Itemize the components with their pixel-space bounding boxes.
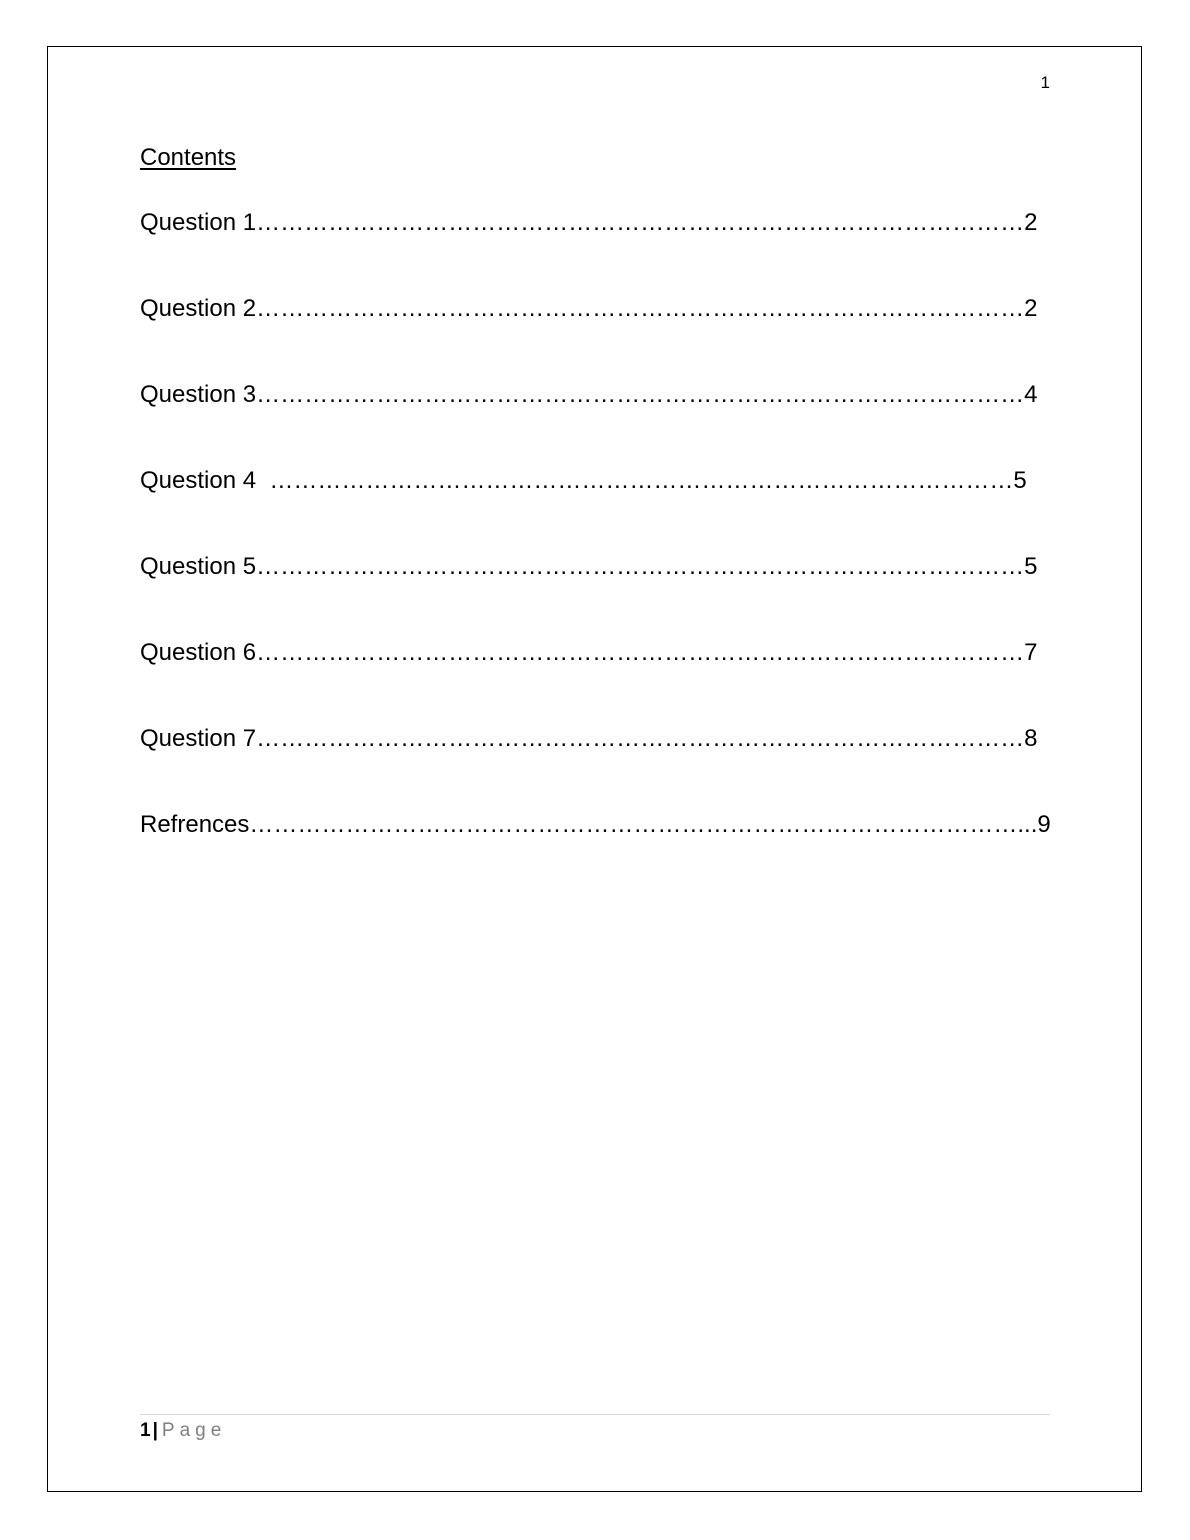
toc-entry-page: 5	[1024, 553, 1038, 580]
toc-entry-question-5[interactable]	[140, 552, 1051, 582]
toc-entry-label: Question 4	[140, 467, 257, 494]
footer-divider	[140, 1414, 1050, 1415]
toc-entry-page: 2	[1024, 209, 1038, 236]
toc-entry-page: 2	[1024, 295, 1038, 322]
page-footer	[140, 1419, 226, 1443]
toc-entry-references[interactable]	[140, 810, 1051, 840]
toc-entry-label: Question 2	[140, 295, 257, 322]
toc-entry-question-2[interactable]	[140, 294, 1051, 324]
toc-entry-leader: ……………………………………………………………………………………	[256, 295, 1025, 322]
toc-entry-question-3[interactable]	[140, 380, 1051, 410]
footer-separator: |	[152, 1420, 158, 1441]
footer-page-label: Page	[161, 1420, 227, 1441]
toc-entry-leader: ……………………………………………………………………………………	[256, 639, 1025, 666]
toc-entry-leader: ……………………………………………………………………………………	[256, 209, 1025, 236]
toc-entry-page: 8	[1024, 725, 1038, 752]
toc-entry-label: Question 6	[140, 639, 257, 666]
toc-entry-question-1[interactable]	[140, 208, 1051, 238]
toc-entry-leader: ……………………………………………………………………………………	[256, 725, 1025, 752]
toc-entry-label: Question 7	[140, 725, 257, 752]
toc-entry-leader: …………………………………………………………………………………	[256, 467, 1014, 494]
header-page-number: 1	[1040, 73, 1050, 92]
toc-entry-label: Question 5	[140, 553, 257, 580]
toc-title: Contents	[140, 144, 237, 171]
toc-entry-question-4[interactable]	[140, 466, 1051, 496]
toc-entry-page: 7	[1024, 639, 1038, 666]
toc-entry-leader: ……………………………………………………………………………………	[256, 381, 1025, 408]
toc-entry-label: Question 3	[140, 381, 257, 408]
toc-entry-page: 4	[1024, 381, 1038, 408]
toc-entry-page: 9	[1037, 811, 1051, 838]
toc-entry-label: Refrences	[140, 811, 250, 838]
toc-entry-question-7[interactable]	[140, 724, 1051, 754]
toc-entry-leader: ……………………………………………………………………………………	[256, 553, 1025, 580]
toc-entry-question-6[interactable]	[140, 638, 1051, 668]
toc-entry-leader: ……………………………………………………………………………………...	[249, 811, 1038, 838]
footer-page-number: 1	[140, 1420, 151, 1441]
toc-entry-label: Question 1	[140, 209, 257, 236]
table-of-contents	[140, 208, 1051, 896]
toc-entry-page: 5	[1013, 467, 1027, 494]
